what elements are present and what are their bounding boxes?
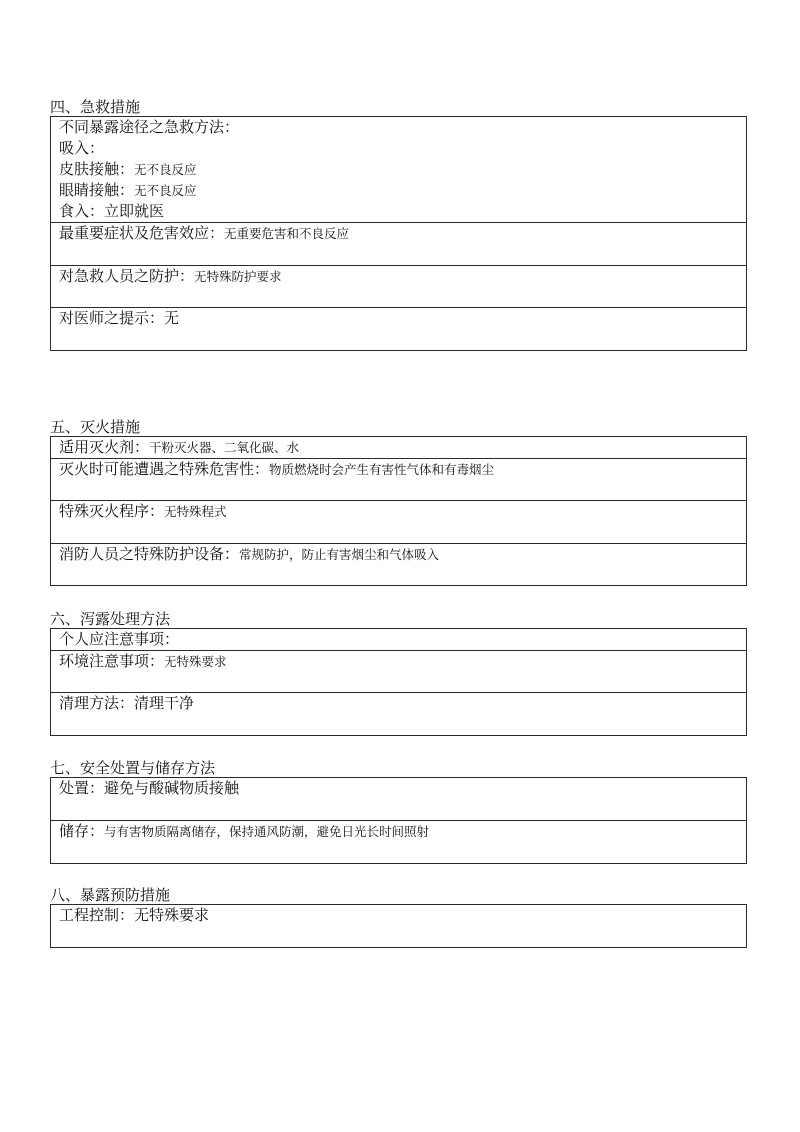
special-hazard-value: 物质燃烧时会产生有害性气体和有毒烟尘 (269, 462, 495, 477)
environmental-precautions-label: 环境注意事项： (59, 652, 165, 670)
exposure-controls-table (50, 904, 747, 948)
doctor-notes-label: 对医师之提示： (59, 309, 165, 327)
section-exposure-controls (50, 886, 747, 948)
special-hazard-label: 灭火时可能遭遇之特殊危害性： (59, 460, 270, 478)
section-spill-handling (50, 610, 747, 736)
firefighting-procedure-cell (51, 501, 747, 544)
routes-heading: 不同暴露途径之急救方法： (59, 118, 240, 136)
doctor-notes-value: 无 (164, 309, 180, 327)
exposure-routes-cell (51, 117, 747, 223)
section-title-handling-storage: 七、安全处置与储存方法 (50, 759, 216, 777)
symptoms-value: 无重要危害和不良反应 (224, 226, 350, 241)
cleanup-method-cell (51, 693, 747, 736)
cleanup-method-label: 清理方法： (59, 694, 135, 712)
section-title-first-aid: 四、急救措施 (50, 98, 141, 116)
section-title-firefighting: 五、灭火措施 (50, 418, 141, 436)
environmental-precautions-cell (51, 651, 747, 693)
ingestion-label: 食入： (59, 202, 105, 220)
engineering-controls-label: 工程控制： (59, 906, 135, 924)
handling-storage-table (50, 777, 747, 864)
handling-cell (51, 778, 747, 821)
personal-precautions-cell (51, 629, 747, 651)
storage-cell (51, 821, 747, 864)
firefighting-table (50, 436, 747, 586)
storage-label: 储存： (59, 822, 105, 840)
engineering-controls-cell (51, 905, 747, 948)
extinguishing-agent-label: 适用灭火剂： (59, 438, 150, 456)
extinguishing-agent-value: 干粉灭火器、二氧化碳、水 (149, 440, 300, 455)
skin-contact-value: 无不良反应 (134, 162, 197, 177)
spill-handling-table (50, 628, 747, 736)
handling-label: 处置： (59, 779, 105, 797)
section-title-exposure-controls: 八、暴露预防措施 (50, 886, 171, 904)
rescuer-protection-value: 无特殊防护要求 (194, 269, 282, 284)
doctor-notes-cell (51, 308, 747, 351)
firefighter-ppe-value: 常规防护，防止有害烟尘和气体吸入 (239, 547, 440, 562)
symptoms-label: 最重要症状及危害效应： (59, 224, 225, 242)
firefighter-ppe-label: 消防人员之特殊防护设备： (59, 545, 240, 563)
firefighting-procedure-value: 无特殊程式 (164, 504, 227, 519)
firefighting-procedure-label: 特殊灭火程序： (59, 502, 165, 520)
special-hazard-cell (51, 459, 747, 501)
rescuer-protection-cell (51, 266, 747, 308)
ingestion-value: 立即就医 (104, 202, 165, 220)
section-title-spill-handling: 六、泻露处理方法 (50, 610, 171, 628)
environmental-precautions-value: 无特殊要求 (164, 654, 227, 669)
personal-precautions-label: 个人应注意事项： (59, 630, 180, 648)
firefighter-ppe-cell (51, 544, 747, 586)
storage-value: 与有害物质隔离储存，保持通风防潮，避免日光长时间照射 (104, 824, 430, 839)
section-handling-storage (50, 759, 747, 864)
eye-contact-value: 无不良反应 (134, 183, 197, 198)
engineering-controls-value: 无特殊要求 (134, 906, 210, 924)
symptoms-cell (51, 223, 747, 266)
section-firefighting (50, 418, 747, 586)
cleanup-method-value: 清理干净 (134, 694, 195, 712)
extinguishing-agent-cell (51, 437, 747, 459)
eye-contact-label: 眼睛接触： (59, 181, 135, 199)
inhale-label: 吸入： (59, 139, 105, 157)
section-first-aid (50, 98, 747, 351)
skin-contact-label: 皮肤接触： (59, 160, 135, 178)
rescuer-protection-label: 对急救人员之防护： (59, 267, 195, 285)
first-aid-table (50, 116, 747, 351)
handling-value: 避免与酸碱物质接触 (104, 779, 240, 797)
